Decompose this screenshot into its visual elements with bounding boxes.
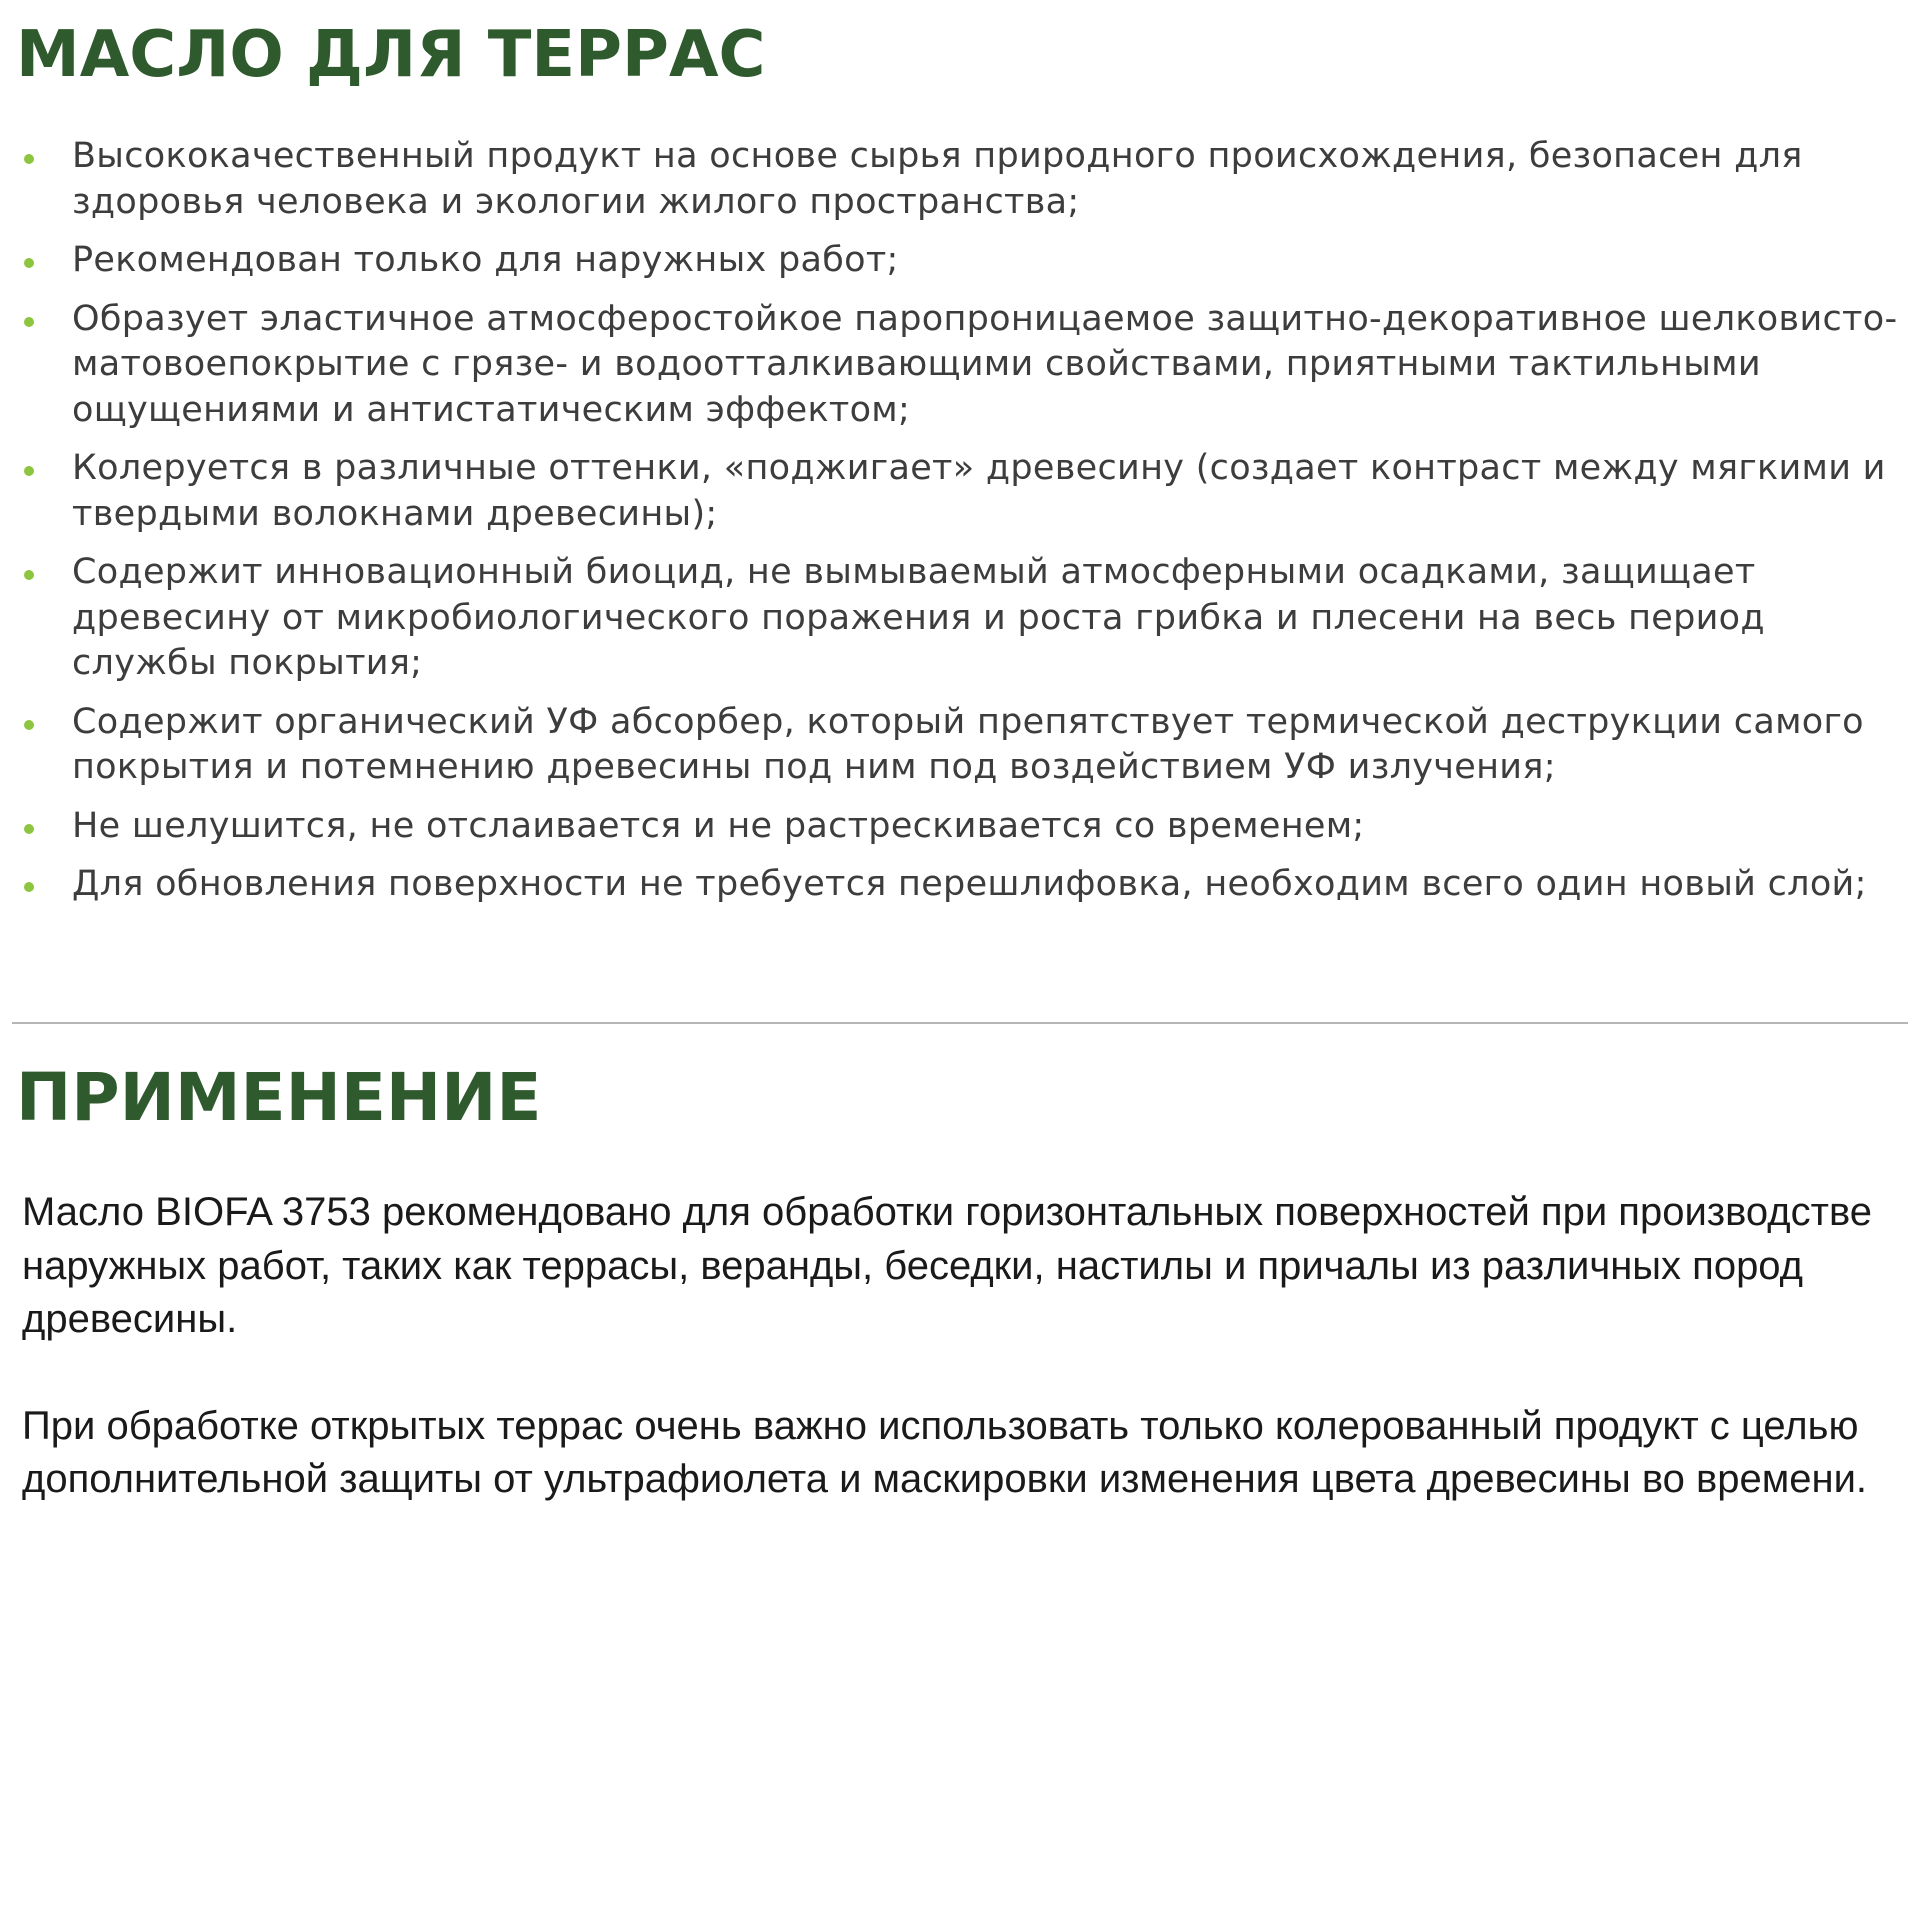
list-item-text: Для обновления поверхности не требуется перешлифовка, необходим всего один новый слой; [72, 864, 1867, 904]
list-item [0, 297, 1920, 434]
list-item-text: Образует эластичное атмосферостойкое паропроницаемое защитно-декоративное шелковисто-матовоепокрытие с грязе- и водоотталкивающими свойствами, приятными тактильными ощущениями и антистатическим эффектом; [72, 298, 1898, 430]
bullet-icon [24, 258, 34, 268]
bullet-icon [24, 154, 34, 164]
list-item-text: Колеруется в различные оттенки, «поджигает» древесину (создает контраст между мягкими и твердыми волокнами древесины); [72, 448, 1886, 534]
list-item [0, 238, 1920, 284]
bullet-icon [24, 466, 34, 476]
usage-title: ПРИМЕНЕНИЕ [16, 1059, 542, 1136]
list-item-text: Высококачественный продукт на основе сырья природного происхождения, безопасен для здоровья человека и экологии жилого пространства; [72, 136, 1803, 222]
list-item-text: Содержит инновационный биоцид, не вымываемый атмосферными осадками, защищает древесину от микробиологического поражения и роста грибка и плесени на весь период службы покрытия; [72, 552, 1765, 683]
bullet-icon [24, 570, 34, 580]
list-item [0, 862, 1920, 908]
bullet-icon [24, 317, 34, 327]
usage-paragraph: При обработке открытых террас очень важно использовать только колерованный продукт с целью дополнительной защиты от ультрафиолета и маскировки изменения цвета древесины во времени. [22, 1403, 1868, 1501]
list-item [0, 700, 1920, 791]
section-divider [12, 1022, 1908, 1024]
list-item [0, 804, 1920, 850]
bullet-icon [24, 882, 34, 892]
page-title: МАСЛО ДЛЯ ТЕРРАС [16, 18, 766, 92]
list-item [0, 550, 1920, 687]
list-item [0, 134, 1920, 225]
features-list [0, 134, 1920, 921]
list-item [0, 446, 1920, 537]
usage-paragraph: Масло BIOFA 3753 рекомендовано для обработки горизонтальных поверхностей при производстве наружных работ, таких как террасы, веранды, беседки, настилы и причалы из различных пород древесины. [22, 1190, 1872, 1341]
bullet-icon [24, 720, 34, 730]
bullet-icon [24, 824, 34, 834]
list-item-text: Рекомендован только для наружных работ; [72, 240, 899, 280]
list-item-text: Не шелушится, не отслаивается и не растрескивается со временем; [72, 805, 1365, 846]
usage-section [22, 1186, 1912, 1560]
list-item-text: Содержит органический УФ абсорбер, который препятствует термической деструкции самого покрытия и потемнению древесины под ним под воздействием УФ излучения; [72, 701, 1864, 787]
